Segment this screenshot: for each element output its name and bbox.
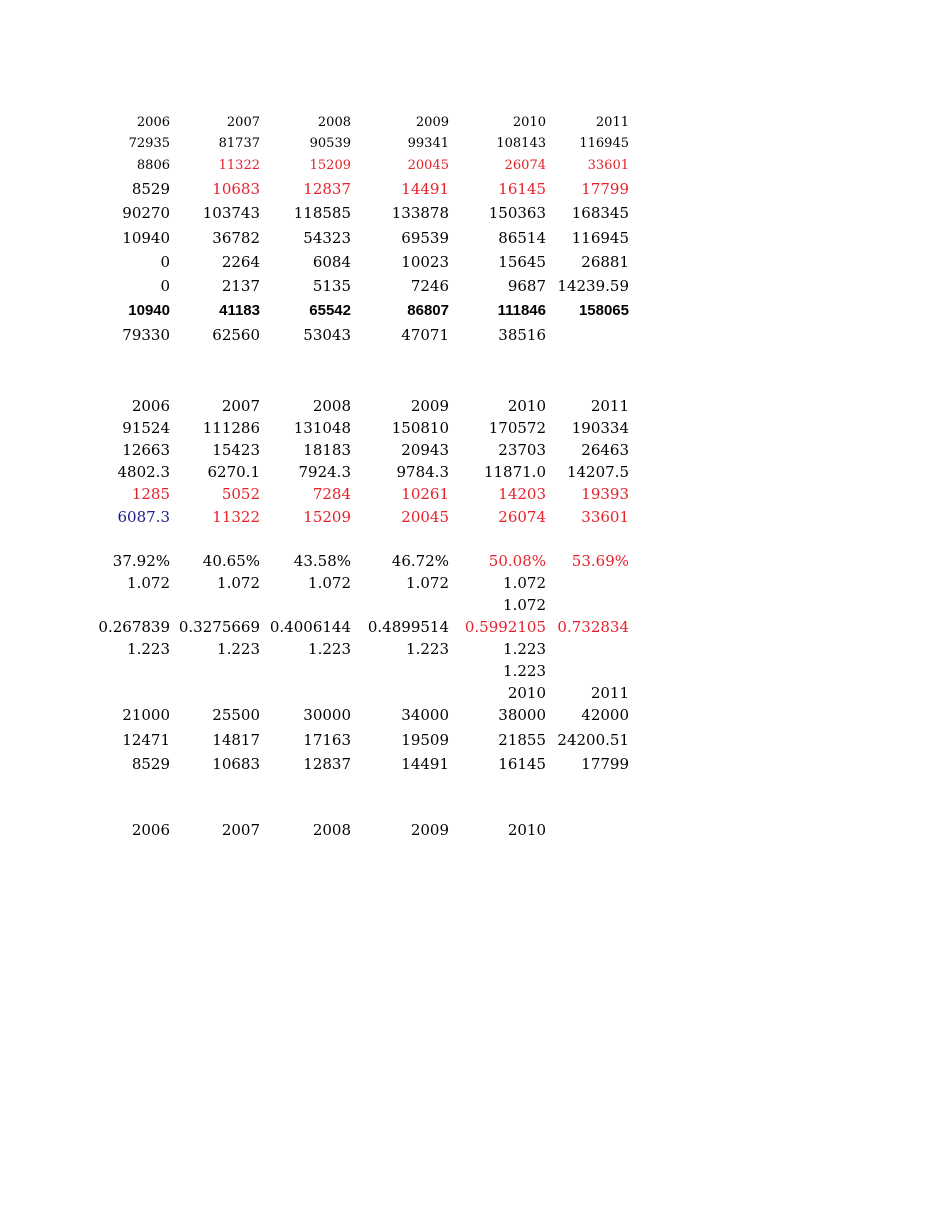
sheet-cell[interactable]: 10940 xyxy=(122,229,170,247)
sheet-cell[interactable]: 5135 xyxy=(312,277,351,295)
sheet-cell[interactable]: 12837 xyxy=(303,180,351,198)
sheet-cell[interactable]: 1.072 xyxy=(406,574,449,592)
sheet-cell[interactable]: 86807 xyxy=(407,302,449,319)
sheet-cell[interactable]: 12837 xyxy=(303,755,351,773)
sheet-row xyxy=(0,228,950,248)
sheet-cell[interactable]: 15645 xyxy=(498,253,546,271)
sheet-cell[interactable]: 2010 xyxy=(507,397,546,415)
sheet-cell[interactable]: 90539 xyxy=(309,136,351,151)
sheet-cell[interactable]: 79330 xyxy=(122,326,170,344)
sheet-cell[interactable]: 2011 xyxy=(590,684,629,702)
sheet-row xyxy=(0,820,950,840)
sheet-cell[interactable]: 65542 xyxy=(309,302,351,319)
sheet-cell[interactable]: 1.072 xyxy=(503,574,546,592)
sheet-cell[interactable]: 7284 xyxy=(312,485,351,503)
sheet-cell[interactable]: 108143 xyxy=(496,136,546,151)
sheet-cell[interactable]: 26463 xyxy=(581,441,629,459)
sheet-cell[interactable]: 2264 xyxy=(221,253,260,271)
sheet-cell[interactable]: 116945 xyxy=(571,229,629,247)
sheet-cell[interactable]: 17163 xyxy=(303,731,351,749)
sheet-cell[interactable]: 2011 xyxy=(590,397,629,415)
sheet-cell[interactable]: 0.267839 xyxy=(98,618,170,636)
sheet-cell[interactable]: 2006 xyxy=(131,821,170,839)
sheet-row xyxy=(0,252,950,272)
sheet-cell[interactable]: 17799 xyxy=(581,180,629,198)
sheet-cell[interactable]: 16145 xyxy=(498,755,546,773)
sheet-cell[interactable]: 34000 xyxy=(401,706,449,724)
sheet-cell[interactable]: 2008 xyxy=(312,821,351,839)
sheet-row xyxy=(0,551,950,571)
sheet-cell[interactable]: 0 xyxy=(160,253,170,271)
sheet-cell[interactable]: 1.072 xyxy=(127,574,170,592)
sheet-row xyxy=(0,617,950,637)
sheet-cell[interactable]: 2010 xyxy=(512,115,546,130)
sheet-cell[interactable]: 2137 xyxy=(221,277,260,295)
sheet-cell[interactable]: 8806 xyxy=(136,158,170,173)
sheet-cell[interactable]: 2011 xyxy=(595,115,629,130)
sheet-cell[interactable]: 11322 xyxy=(218,158,260,173)
sheet-cell[interactable]: 2007 xyxy=(226,115,260,130)
sheet-cell[interactable]: 1.223 xyxy=(406,640,449,658)
sheet-cell[interactable]: 37.92% xyxy=(112,552,170,570)
sheet-cell[interactable]: 10683 xyxy=(212,180,260,198)
sheet-cell[interactable]: 0 xyxy=(160,277,170,295)
sheet-cell[interactable]: 41183 xyxy=(219,302,260,319)
sheet-cell[interactable]: 25500 xyxy=(212,706,260,724)
sheet-cell[interactable]: 11871.0 xyxy=(483,463,546,481)
sheet-cell[interactable]: 5052 xyxy=(221,485,260,503)
sheet-cell[interactable]: 53043 xyxy=(303,326,351,344)
sheet-cell[interactable]: 2008 xyxy=(312,397,351,415)
sheet-row xyxy=(0,301,950,321)
sheet-cell[interactable]: 20045 xyxy=(407,158,449,173)
sheet-cell[interactable]: 26881 xyxy=(581,253,629,271)
sheet-row xyxy=(0,156,950,176)
sheet-cell[interactable]: 91524 xyxy=(122,419,170,437)
sheet-cell[interactable]: 10261 xyxy=(401,485,449,503)
sheet-row xyxy=(0,639,950,659)
sheet-cell[interactable]: 168345 xyxy=(571,204,629,222)
sheet-cell[interactable]: 14239.59 xyxy=(557,277,629,295)
sheet-cell[interactable]: 111286 xyxy=(202,419,260,437)
sheet-cell[interactable]: 15423 xyxy=(212,441,260,459)
sheet-row xyxy=(0,276,950,296)
sheet-cell[interactable]: 30000 xyxy=(303,706,351,724)
sheet-cell[interactable]: 15209 xyxy=(303,508,351,526)
sheet-cell[interactable]: 43.58% xyxy=(293,552,351,570)
sheet-cell[interactable]: 2010 xyxy=(507,821,546,839)
sheet-cell[interactable]: 2010 xyxy=(507,684,546,702)
sheet-cell[interactable]: 0.4899514 xyxy=(367,618,449,636)
sheet-cell[interactable]: 14203 xyxy=(498,485,546,503)
sheet-cell[interactable]: 2009 xyxy=(410,821,449,839)
sheet-cell[interactable]: 10940 xyxy=(128,302,170,319)
sheet-cell[interactable]: 33601 xyxy=(581,508,629,526)
sheet-cell[interactable]: 0.4006144 xyxy=(269,618,351,636)
sheet-cell[interactable]: 38000 xyxy=(498,706,546,724)
sheet-row xyxy=(0,418,950,438)
sheet-cell[interactable]: 1.223 xyxy=(127,640,170,658)
sheet-cell[interactable]: 47071 xyxy=(401,326,449,344)
sheet-cell[interactable]: 10023 xyxy=(401,253,449,271)
sheet-cell[interactable]: 12471 xyxy=(122,731,170,749)
sheet-cell[interactable]: 150363 xyxy=(488,204,546,222)
sheet-cell[interactable]: 15209 xyxy=(309,158,351,173)
sheet-cell[interactable]: 170572 xyxy=(488,419,546,437)
sheet-cell[interactable]: 0.5992105 xyxy=(464,618,546,636)
sheet-cell[interactable]: 158065 xyxy=(578,302,629,319)
sheet-cell[interactable]: 14491 xyxy=(401,755,449,773)
sheet-cell[interactable]: 150810 xyxy=(391,419,449,437)
sheet-cell[interactable]: 1.223 xyxy=(503,662,546,680)
sheet-cell[interactable]: 1.072 xyxy=(503,596,546,614)
sheet-cell[interactable]: 86514 xyxy=(498,229,546,247)
sheet-cell[interactable]: 190334 xyxy=(571,419,629,437)
sheet-cell[interactable]: 2006 xyxy=(136,115,170,130)
sheet-cell[interactable]: 11322 xyxy=(212,508,260,526)
sheet-cell[interactable]: 2007 xyxy=(221,397,260,415)
sheet-cell[interactable]: 33601 xyxy=(587,158,629,173)
sheet-cell[interactable]: 103743 xyxy=(202,204,260,222)
sheet-cell[interactable]: 46.72% xyxy=(391,552,449,570)
sheet-cell[interactable]: 99341 xyxy=(407,136,449,151)
sheet-cell[interactable]: 1.072 xyxy=(217,574,260,592)
sheet-cell[interactable]: 18183 xyxy=(303,441,351,459)
sheet-cell[interactable]: 1.223 xyxy=(217,640,260,658)
sheet-cell[interactable]: 10683 xyxy=(212,755,260,773)
sheet-row xyxy=(0,573,950,593)
sheet-cell[interactable]: 6087.3 xyxy=(117,508,170,526)
sheet-cell[interactable]: 14207.5 xyxy=(566,463,629,481)
sheet-row xyxy=(0,134,950,154)
sheet-cell[interactable]: 24200.51 xyxy=(557,731,629,749)
sheet-cell[interactable]: 7246 xyxy=(410,277,449,295)
sheet-cell[interactable]: 2007 xyxy=(221,821,260,839)
sheet-row xyxy=(0,661,950,681)
sheet-cell[interactable]: 19509 xyxy=(401,731,449,749)
sheet-cell[interactable]: 38516 xyxy=(498,326,546,344)
sheet-row xyxy=(0,683,950,703)
sheet-cell[interactable]: 1285 xyxy=(131,485,170,503)
sheet-row xyxy=(0,595,950,615)
sheet-row xyxy=(0,484,950,504)
sheet-cell[interactable]: 12663 xyxy=(122,441,170,459)
sheet-cell[interactable]: 131048 xyxy=(293,419,351,437)
sheet-cell[interactable]: 21855 xyxy=(498,731,546,749)
sheet-cell[interactable]: 1.223 xyxy=(503,640,546,658)
sheet-cell[interactable]: 36782 xyxy=(212,229,260,247)
sheet-cell[interactable]: 72935 xyxy=(128,136,170,151)
sheet-cell[interactable]: 20943 xyxy=(401,441,449,459)
sheet-cell[interactable]: 16145 xyxy=(498,180,546,198)
sheet-cell[interactable]: 21000 xyxy=(122,706,170,724)
sheet-cell[interactable]: 133878 xyxy=(391,204,449,222)
sheet-cell[interactable]: 23703 xyxy=(498,441,546,459)
sheet-row xyxy=(0,754,950,774)
sheet-cell[interactable]: 0.3275669 xyxy=(178,618,260,636)
sheet-cell[interactable]: 90270 xyxy=(122,204,170,222)
sheet-row xyxy=(0,705,950,725)
sheet-cell[interactable]: 53.69% xyxy=(571,552,629,570)
sheet-cell[interactable]: 6084 xyxy=(312,253,351,271)
sheet-cell[interactable]: 20045 xyxy=(401,508,449,526)
sheet-row xyxy=(0,440,950,460)
sheet-cell[interactable]: 118585 xyxy=(293,204,351,222)
sheet-cell[interactable]: 2009 xyxy=(415,115,449,130)
sheet-cell[interactable]: 1.223 xyxy=(308,640,351,658)
sheet-row xyxy=(0,462,950,482)
sheet-cell[interactable]: 6270.1 xyxy=(207,463,260,481)
sheet-cell[interactable]: 9687 xyxy=(507,277,546,295)
sheet-cell[interactable]: 42000 xyxy=(581,706,629,724)
sheet-cell[interactable]: 19393 xyxy=(581,485,629,503)
sheet-cell[interactable]: 26074 xyxy=(504,158,546,173)
sheet-cell[interactable]: 81737 xyxy=(218,136,260,151)
sheet-cell[interactable]: 2006 xyxy=(131,397,170,415)
sheet-row xyxy=(0,203,950,223)
sheet-row xyxy=(0,113,950,133)
sheet-row xyxy=(0,507,950,527)
sheet-cell[interactable]: 1.072 xyxy=(308,574,351,592)
sheet-cell[interactable]: 14491 xyxy=(401,180,449,198)
sheet-row xyxy=(0,730,950,750)
sheet-cell[interactable]: 50.08% xyxy=(488,552,546,570)
sheet-row xyxy=(0,179,950,199)
sheet-cell[interactable]: 62560 xyxy=(212,326,260,344)
sheet-cell[interactable]: 116945 xyxy=(579,136,629,151)
sheet-cell[interactable]: 40.65% xyxy=(202,552,260,570)
sheet-cell[interactable]: 26074 xyxy=(498,508,546,526)
sheet-cell[interactable]: 2009 xyxy=(410,397,449,415)
sheet-cell[interactable]: 111846 xyxy=(497,302,546,319)
sheet-cell[interactable]: 8529 xyxy=(131,755,170,773)
sheet-row xyxy=(0,396,950,416)
sheet-cell[interactable]: 7924.3 xyxy=(298,463,351,481)
sheet-cell[interactable]: 0.732834 xyxy=(557,618,629,636)
sheet-cell[interactable]: 69539 xyxy=(401,229,449,247)
sheet-cell[interactable]: 14817 xyxy=(212,731,260,749)
sheet-row xyxy=(0,325,950,345)
sheet-cell[interactable]: 8529 xyxy=(131,180,170,198)
sheet-cell[interactable]: 2008 xyxy=(317,115,351,130)
sheet-cell[interactable]: 54323 xyxy=(303,229,351,247)
sheet-cell[interactable]: 17799 xyxy=(581,755,629,773)
sheet-cell[interactable]: 4802.3 xyxy=(117,463,170,481)
sheet-cell[interactable]: 9784.3 xyxy=(396,463,449,481)
